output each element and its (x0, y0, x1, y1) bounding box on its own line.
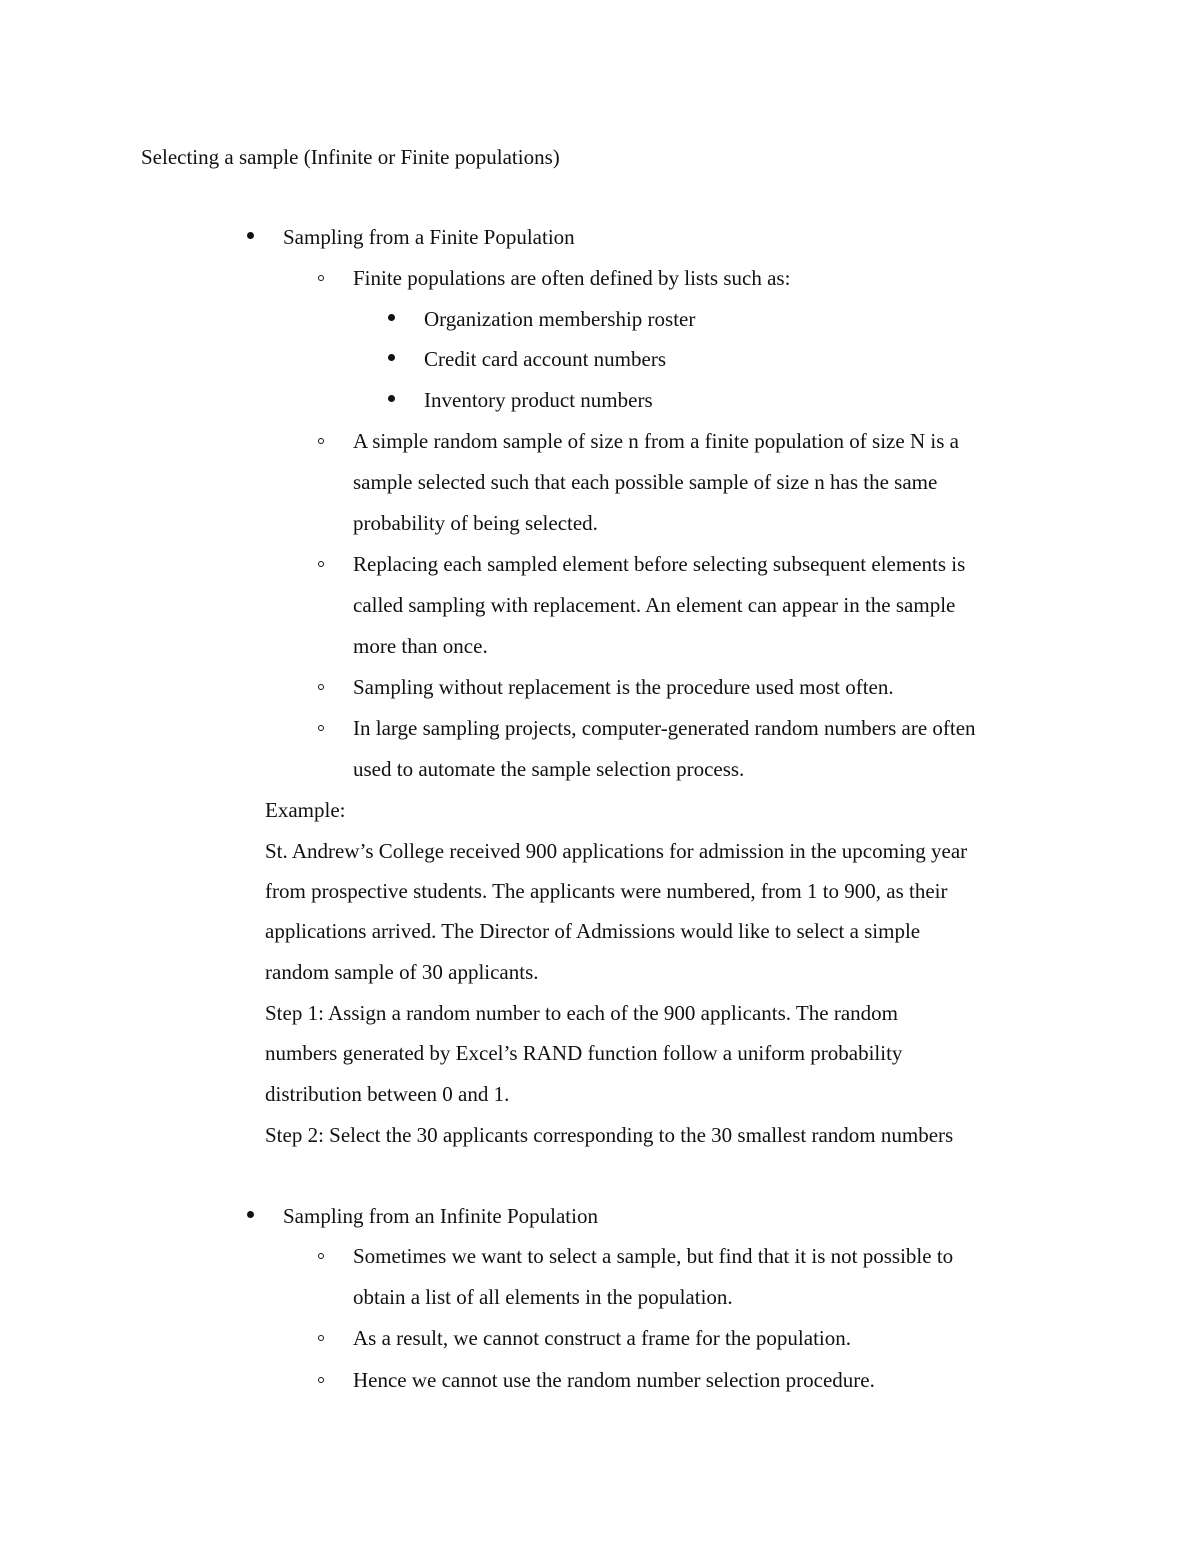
finite-point-text: probability of being selected. (353, 511, 598, 535)
bullet-ring-icon (318, 1253, 324, 1259)
document-title: Selecting a sample (Infinite or Finite populations) (141, 145, 560, 169)
list-example-item: Credit card account numbers (424, 347, 666, 371)
finite-point-text: used to automate the sample selection process. (353, 757, 745, 781)
bullet-ring-icon (318, 684, 324, 690)
example-label: Example: (265, 798, 346, 822)
example-line: numbers generated by Excel’s RAND function follow a uniform probability (265, 1041, 903, 1065)
infinite-point-text: Hence we cannot use the random number selection procedure. (353, 1368, 875, 1392)
infinite-point-text: Sometimes we want to select a sample, but find that it is not possible to (353, 1244, 954, 1268)
bullet-disc-icon (247, 232, 254, 239)
example-step-1: Step 1: Assign a random number to each of the 900 applicants. The random (265, 1001, 898, 1025)
infinite-heading: Sampling from an Infinite Population (283, 1204, 598, 1228)
bullet-disc-icon (247, 1211, 254, 1218)
finite-point-text: Sampling without replacement is the procedure used most often. (353, 675, 894, 699)
example-line: from prospective students. The applicants were numbered, from 1 to 900, as their (265, 879, 948, 903)
example-line: random sample of 30 applicants. (265, 960, 539, 984)
list-example-item: Organization membership roster (424, 307, 696, 331)
bullet-ring-icon (318, 275, 324, 281)
example-line: applications arrived. The Director of Admissions would like to select a simple (265, 919, 921, 943)
finite-point-text: In large sampling projects, computer-generated random numbers are often (353, 716, 976, 740)
bullet-ring-icon (318, 1335, 324, 1341)
finite-point-text: Replacing each sampled element before selecting subsequent elements is (353, 552, 966, 576)
bullet-ring-icon (318, 1377, 324, 1383)
bullet-disc-icon (388, 395, 395, 402)
bullet-disc-icon (388, 314, 395, 321)
example-step-2: Step 2: Select the 30 applicants corresponding to the 30 smallest random numbers (265, 1123, 954, 1147)
finite-point-text: called sampling with replacement. An element can appear in the sample (353, 593, 956, 617)
list-example-item: Inventory product numbers (424, 388, 653, 412)
finite-point-text: A simple random sample of size n from a finite population of size N is a (353, 429, 959, 453)
infinite-point-text: obtain a list of all elements in the population. (353, 1285, 733, 1309)
bullet-disc-icon (388, 354, 395, 361)
infinite-point-text: As a result, we cannot construct a frame for the population. (353, 1326, 852, 1350)
example-line: St. Andrew’s College received 900 applications for admission in the upcoming year (265, 839, 968, 863)
example-line: distribution between 0 and 1. (265, 1082, 510, 1106)
finite-point-text: sample selected such that each possible sample of size n has the same (353, 470, 938, 494)
finite-point-text: Finite populations are often defined by lists such as: (353, 266, 791, 290)
bullet-ring-icon (318, 561, 324, 567)
bullet-ring-icon (318, 725, 324, 731)
bullet-ring-icon (318, 438, 324, 444)
finite-heading: Sampling from a Finite Population (283, 225, 575, 249)
finite-point-text: more than once. (353, 634, 488, 658)
